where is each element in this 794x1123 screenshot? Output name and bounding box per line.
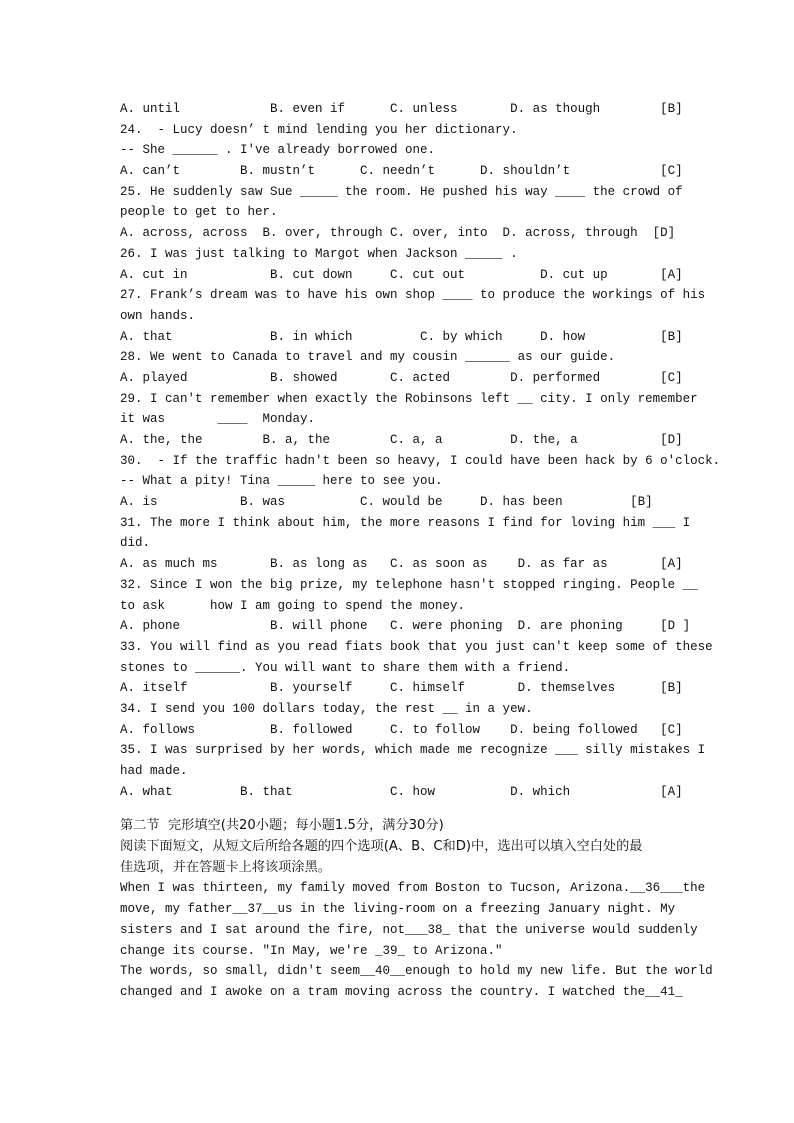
text-line: 28. We went to Canada to travel and my cousin ______ as our guide. [120, 350, 616, 365]
text-line: 25. He suddenly saw Sue _____ the room. He pushed his way ____ the crowd of [120, 184, 683, 199]
cloze-passage [120, 878, 713, 1002]
text-line: 29. I can't remember when exactly the Robinsons left __ city. I only remember [120, 391, 698, 406]
text-line: 35. I was surprised by her words, which made me recognize ___ silly mistakes I [120, 743, 706, 758]
text-line: people to get to her. [120, 205, 278, 220]
text-line: A. that B. in which C. by which D. how [B] [120, 329, 683, 344]
passage-line: change its course. "In May, we're _39_ to Arizona." [120, 943, 503, 958]
text-line: -- She ______ . I've already borrowed one. [120, 143, 436, 158]
section-title: 第二节 完形填空(共20小题；每小题1.5分，满分30分) [120, 818, 444, 834]
section-header [120, 816, 690, 878]
text-line: A. the, the B. a, the C. a, a D. the, a [D] [120, 433, 683, 447]
text-line: 26. I was just talking to Margot when Jackson _____ . [120, 246, 518, 261]
text-line: A. until B. even if C. unless D. as though [B] [120, 102, 683, 116]
text-line: stones to ______. You will want to share them with a friend. [120, 660, 571, 675]
text-line: A. phone B. will phone C. were phoning D. are phoning [D ] [120, 619, 691, 634]
text-line: it was ____ Monday. [120, 412, 316, 427]
text-line: did. [120, 536, 151, 551]
text-line: A. played B. showed C. acted D. performed [C] [120, 370, 683, 385]
text-line: A. cut in B. cut down C. cut out D. cut up [A] [120, 267, 683, 282]
text-line: 32. Since I won the big prize, my telephone hasn't stopped ringing. People __ [120, 577, 698, 592]
passage-line: changed and I awoke on a tram moving across the country. I watched the__41_ [120, 984, 683, 999]
text-line: 34. I send you 100 dollars today, the rest __ in a yew. [120, 701, 533, 716]
passage-line: The words, so small, didn't seem__40__enough to hold my new life. But the world [120, 964, 713, 979]
text-line: had made. [120, 764, 188, 778]
text-line: 31. The more I think about him, the more reasons I find for loving him ___ I [120, 515, 691, 530]
passage-line: When I was thirteen, my family moved from Boston to Tucson, Arizona.__36___the [120, 881, 706, 896]
text-line: A. as much ms B. as long as C. as soon as D. as far as [A] [120, 557, 683, 572]
text-line: 24. - Lucy doesn’ t mind lending you her dictionary. [120, 122, 518, 137]
text-line: to ask how I am going to spend the money. [120, 598, 466, 613]
text-line: A. follows B. followed C. to follow D. being followed [C] [120, 722, 683, 737]
passage-line: move, my father__37__us in the living-room on a freezing January night. My [120, 902, 676, 917]
text-line: own hands. [120, 308, 196, 323]
question-block [120, 99, 721, 802]
text-line: A. is B. was C. would be D. has been [B] [120, 495, 653, 510]
text-line: A. can’t B. mustn’t C. needn’t D. shouldn’t [C] [120, 164, 683, 179]
text-line: A. itself B. yourself C. himself D. themselves [B] [120, 681, 683, 696]
document-page [120, 99, 721, 1003]
text-line: 30. - If the traffic hadn't been so heavy, I could have been hack by 6 o'clock. [120, 453, 721, 468]
text-line: A. what B. that C. how D. which [A] [120, 784, 683, 799]
text-line: A. across, across B. over, through C. over, into D. across, through [D] [120, 226, 676, 241]
section-instruction: 阅读下面短文，从短文后所给各题的四个选项(A、B、C和D)中，选出可以填入空白处的最 [120, 839, 643, 855]
passage-line: sisters and I sat around the fire, not___38_ that the universe would suddenly [120, 922, 698, 937]
text-line: 27. Frank’s dream was to have his own shop ____ to produce the workings of his [120, 288, 706, 303]
text-line: 33. You will find as you read fiats book that you just can't keep some of these [120, 639, 713, 654]
section-instruction: 佳选项，并在答题卡上将该项涂黑。 [120, 859, 331, 875]
text-line: -- What a pity! Tina _____ here to see you. [120, 474, 443, 489]
